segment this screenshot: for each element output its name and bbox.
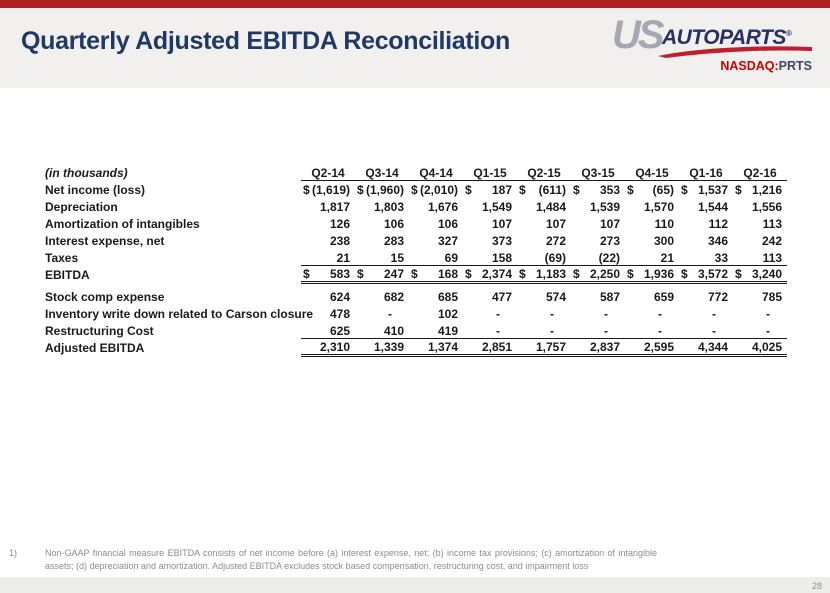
table-row-interest-expense (45, 231, 787, 248)
table-row-depreciation (45, 197, 787, 214)
table-cell: 242 (761, 234, 782, 248)
dollar-sign: $ (735, 183, 742, 197)
column-header: Q3-14 (355, 163, 409, 180)
table-cell: 21 (301, 248, 355, 265)
table-row-amortization (45, 214, 787, 231)
units-label: (in thousands) (45, 166, 128, 180)
row-label: Restructuring Cost (45, 324, 154, 338)
cell-value: 2,374 (481, 266, 512, 281)
cell-value: 247 (383, 266, 404, 281)
column-header: Q2-15 (517, 163, 571, 180)
table-cell: - (733, 321, 787, 338)
table-row-taxes (45, 248, 787, 265)
table-cell: 2,837 (571, 338, 625, 355)
cell-value: 353 (599, 183, 620, 197)
footer-band (0, 577, 830, 593)
table-cell (625, 265, 679, 282)
cell-value: 3,240 (751, 266, 782, 281)
table-cell (517, 180, 571, 197)
column-header: Q4-14 (409, 163, 463, 180)
company-logo (612, 15, 814, 75)
footnote-marker: 1) (9, 548, 18, 558)
ticker-colon: : (774, 59, 779, 73)
column-header: Q2-16 (733, 163, 787, 180)
table-cell: 1,549 (481, 200, 512, 214)
row-label: EBITDA (45, 268, 90, 282)
table-cell: 587 (599, 290, 620, 304)
table-cell (571, 180, 625, 197)
logo-us-text: US (612, 13, 662, 57)
dollar-sign: $ (465, 183, 472, 197)
table-cell (301, 180, 355, 197)
table-cell: 625 (301, 321, 355, 338)
table-cell: 272 (545, 234, 566, 248)
table-cell: 1,570 (643, 200, 674, 214)
table-cell: 238 (329, 234, 350, 248)
dollar-sign: $ (411, 266, 418, 281)
table-cell: 785 (761, 290, 782, 304)
table-cell: 772 (707, 290, 728, 304)
table-cell: - (712, 307, 716, 321)
cell-value: 1,936 (643, 266, 674, 281)
column-header: Q4-15 (625, 163, 679, 180)
table-cell: 1,757 (517, 338, 571, 355)
table-cell: - (550, 307, 554, 321)
table-cell: 410 (355, 321, 409, 338)
table-cell: 158 (463, 248, 517, 265)
table-cell (355, 265, 409, 282)
table-cell: 1,339 (355, 338, 409, 355)
table-cell: - (604, 307, 608, 321)
table-cell: 107 (491, 217, 512, 231)
table-cell: 33 (679, 248, 733, 265)
dollar-sign: $ (681, 266, 688, 281)
table-cell: 69 (409, 248, 463, 265)
dollar-sign: $ (411, 183, 418, 197)
cell-value: (65) (652, 183, 674, 197)
row-label: Inventory write down related to Carson closure (45, 307, 314, 321)
dollar-sign: $ (519, 183, 526, 197)
dollar-sign: $ (573, 266, 580, 281)
table-cell: 300 (653, 234, 674, 248)
column-header: Q3-15 (571, 163, 625, 180)
cell-value: (1,960) (365, 183, 404, 197)
table-cell: 1,676 (427, 200, 458, 214)
table-cell: 373 (491, 234, 512, 248)
table-cell: 126 (329, 217, 350, 231)
top-accent-bar (0, 0, 830, 8)
registered-mark: ® (785, 29, 792, 38)
table-cell: 107 (545, 217, 566, 231)
dollar-sign: $ (465, 266, 472, 281)
table-cell: 477 (491, 290, 512, 304)
logo-swoosh-icon (656, 45, 814, 59)
ticker-symbol: PRTS (778, 59, 812, 73)
table-cell: 478 (329, 307, 350, 321)
table-cell: 2,595 (625, 338, 679, 355)
column-header: Q2-14 (301, 163, 355, 180)
table-cell: 1,556 (751, 200, 782, 214)
table-cell: 4,025 (733, 338, 787, 355)
dollar-sign: $ (519, 266, 526, 281)
dollar-sign: $ (303, 266, 310, 281)
cell-value: 1,183 (535, 266, 566, 281)
logo-autoparts-word: AUTOPARTS (662, 26, 786, 49)
dollar-sign: $ (627, 266, 634, 281)
table-row-inventory-write-down (45, 304, 787, 321)
table-cell: 106 (383, 217, 404, 231)
table-cell: 1,817 (319, 200, 350, 214)
table-cell: 113 (762, 217, 782, 231)
table-cell (355, 180, 409, 197)
dollar-sign: $ (681, 183, 688, 197)
table-cell: 2,310 (301, 338, 355, 355)
dollar-sign: $ (627, 183, 634, 197)
table-cell: 682 (383, 290, 404, 304)
table-cell (679, 180, 733, 197)
row-label: Net income (loss) (45, 183, 146, 197)
cell-value: (1,619) (311, 183, 350, 197)
cell-value: (2,010) (419, 183, 458, 197)
table-cell: 1,484 (535, 200, 566, 214)
table-cell: - (766, 307, 770, 321)
table-cell: 110 (654, 217, 674, 231)
cell-value: 3,572 (697, 266, 728, 281)
dollar-sign: $ (573, 183, 580, 197)
dollar-sign: $ (357, 266, 364, 281)
table-cell (625, 180, 679, 197)
table-cell: 15 (355, 248, 409, 265)
row-label: Adjusted EBITDA (45, 341, 145, 355)
table-row-adjusted-ebitda (45, 338, 787, 355)
row-label: Interest expense, net (45, 234, 165, 248)
table-cell: 102 (437, 307, 458, 321)
dollar-sign: $ (357, 183, 364, 197)
ebitda-reconciliation-table (45, 163, 787, 357)
row-label: Amortization of intangibles (45, 217, 200, 231)
table-cell (409, 180, 463, 197)
table-row-ebitda (45, 265, 787, 282)
table-cell: - (517, 321, 571, 338)
table-cell (733, 180, 787, 197)
table-cell: 273 (599, 234, 620, 248)
footnote (9, 547, 669, 573)
table-cell: 685 (437, 290, 458, 304)
table-cell: - (463, 321, 517, 338)
table-cell: 1,374 (409, 338, 463, 355)
column-header: Q1-15 (463, 163, 517, 180)
row-label: Depreciation (45, 200, 118, 214)
table-cell: 346 (707, 234, 728, 248)
cell-value: 1,537 (697, 183, 728, 197)
table-header-row (45, 163, 787, 180)
table-cell: - (658, 307, 662, 321)
table-cell: 106 (437, 217, 458, 231)
page-title: Quarterly Adjusted EBITDA Reconciliation (21, 27, 511, 55)
table-cell: 1,803 (373, 200, 404, 214)
column-header: Q1-16 (679, 163, 733, 180)
footnote-text: Non-GAAP financial measure EBITDA consists of net income before (a) interest expense, net; (b) income tax provisions; (c) amortization of intangible assets; (d) depreciation and amortization. Adjusted EBITDA excludes stock based compensation, restructuring cost, and impairment loss (45, 548, 657, 571)
table-cell: - (496, 307, 500, 321)
table-row-stock-comp (45, 287, 787, 304)
table-cell: - (571, 321, 625, 338)
table-cell: 624 (329, 290, 350, 304)
table-cell: - (679, 321, 733, 338)
ticker (720, 59, 812, 73)
table-cell: (22) (571, 248, 625, 265)
table-row-restructuring (45, 321, 787, 338)
cell-value: (611) (538, 183, 566, 197)
table-cell: 1,544 (697, 200, 728, 214)
cell-value: 583 (329, 266, 350, 281)
table-cell: 2,851 (463, 338, 517, 355)
table-cell: 327 (437, 234, 458, 248)
table-cell: 21 (625, 248, 679, 265)
table-cell: - (388, 307, 392, 321)
table-cell: 1,539 (589, 200, 620, 214)
table-cell: 113 (733, 248, 787, 265)
dollar-sign: $ (303, 183, 310, 197)
table-cell (463, 180, 517, 197)
table-cell (571, 265, 625, 282)
row-label: Stock comp expense (45, 290, 165, 304)
cell-value: 187 (491, 183, 512, 197)
table-cell: - (625, 321, 679, 338)
cell-value: 1,216 (751, 183, 782, 197)
table-cell: 107 (599, 217, 620, 231)
table-cell (301, 265, 355, 282)
cell-value: 168 (437, 266, 458, 281)
page-number: 28 (811, 581, 822, 591)
table-cell: (69) (517, 248, 571, 265)
table-cell: 4,344 (679, 338, 733, 355)
table-cell: 419 (409, 321, 463, 338)
table-cell (409, 265, 463, 282)
table-cell: 574 (545, 290, 566, 304)
table-row-net-income (45, 180, 787, 197)
table-cell (679, 265, 733, 282)
ticker-exchange: NASDAQ (720, 59, 775, 73)
cell-value: 2,250 (589, 266, 620, 281)
table-cell (517, 265, 571, 282)
table-cell: 659 (653, 290, 674, 304)
table-cell (463, 265, 517, 282)
table-cell (733, 265, 787, 282)
table-cell: 283 (383, 234, 404, 248)
table-cell: 112 (708, 217, 728, 231)
dollar-sign: $ (735, 266, 742, 281)
row-label: Taxes (45, 251, 79, 265)
